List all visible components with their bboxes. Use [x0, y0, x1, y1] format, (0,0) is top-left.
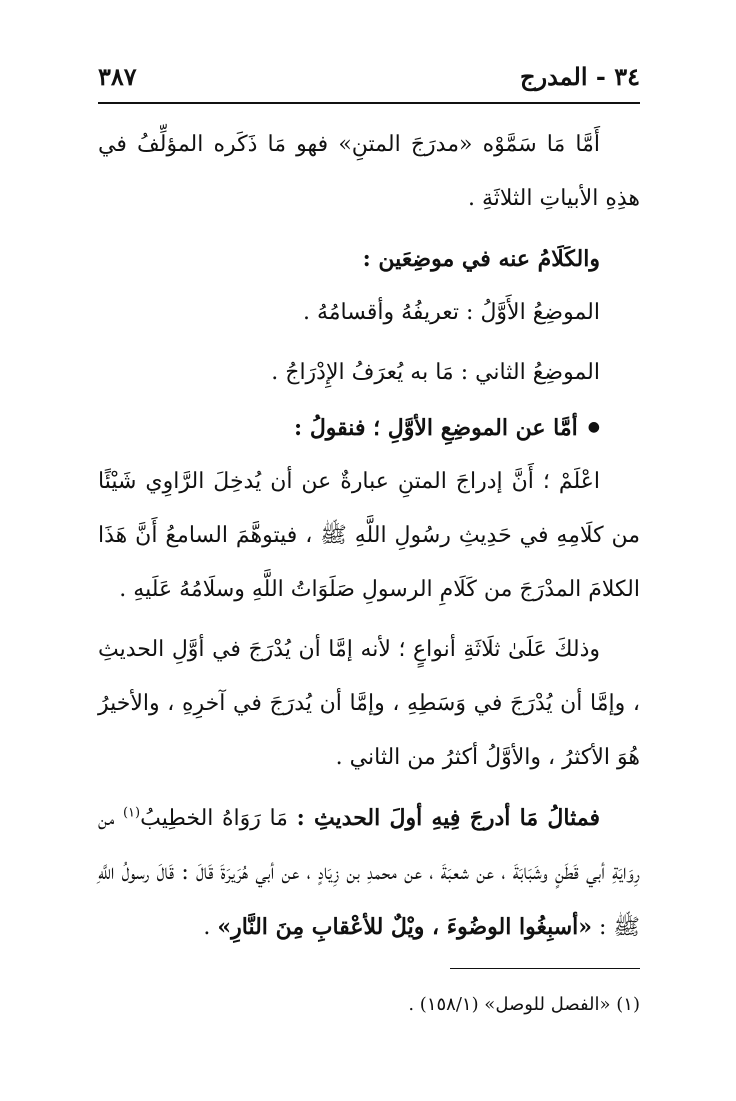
section-heading-first-topic: ● أمَّا عن الموضِعِ الأوَّلِ ؛ فنقولُ : [98, 400, 640, 455]
example-narration: من رِوَايَةِ أبي قَطَنٍ وشَبَابَةَ ، عن شعبَةَ ، عن محمدِ بن زِيَادٍ ، عن أبي هُرَيرَةَ قَالَ : قَالَ رسولُ اللَّهِ ﷺ : [98, 806, 640, 940]
hadith-quote: «أسبِغُوا الوضُوءَ ، ويْلٌ للأعْقابِ مِنَ النَّارِ» [217, 914, 593, 940]
example-source: مَا رَوَاهُ الخطِيبُ [140, 806, 297, 831]
chapter-title: ٣٤ - المدرج [520, 62, 640, 91]
paragraph-example [98, 791, 640, 955]
header-rule [98, 102, 640, 104]
page-number: ٣٨٧ [98, 62, 137, 91]
paragraph-intro: أَمَّا مَا سَمَّوْه «مدرَجَ المتنِ» فهو مَا ذَكَره المؤلِّفُ في هذِهِ الأبياتِ الثلاثَةِ . [98, 132, 640, 211]
footnote-marker[interactable]: (١) [122, 805, 141, 821]
paragraph-topic-two: الموضِعُ الثاني : مَا به يُعرَفُ الإِدْرَاجُ . [271, 360, 600, 385]
paragraph-topic-one: الموضِعُ الأَوَّلُ : تعريفُهُ وأقسامُهُ . [302, 300, 600, 325]
example-lead: فمثالُ مَا أدرجَ فِيهِ أولَ الحديثِ : [296, 805, 600, 831]
example-end: . [203, 915, 218, 940]
page-header [98, 60, 640, 100]
footnote: (١) «الفصل للوصل» (١٥٨/١) . [408, 994, 640, 1015]
footnote-rule [450, 968, 640, 969]
paragraph-two-topics-heading: والكَلَامُ عنه في موضِعَين : [362, 246, 600, 272]
paragraph-definition: اعْلَمْ ؛ أَنَّ إدراجَ المتنِ عبارةٌ عن أن يُدخِلَ الرَّاوِي شَيْئًا من كلَامِهِ في حَدِيثِ رسُولِ اللَّهِ ﷺ ، فيتوهَّمَ السامعُ أَنَّ هَذَا الكلامَ المدْرَجَ من كَلَامِ الرسولِ صَلَوَاتُ اللَّهِ وسلَامُهُ عَلَيهِ . [98, 469, 640, 602]
paragraph-types: وذلكَ عَلَىٰ ثلَاثَةِ أنواعٍ ؛ لأنه إمَّا أن يُدْرَجَ في أوَّلِ الحديثِ ، وإمَّا أن يُدْرَجَ في وَسَطِهِ ، وإمَّا أن يُدرَجَ في آخرِهِ ، والأخيرُ هُوَ الأكثرُ ، والأوَّلُ أكثرُ من الثاني . [98, 637, 640, 770]
body-text [98, 118, 640, 955]
